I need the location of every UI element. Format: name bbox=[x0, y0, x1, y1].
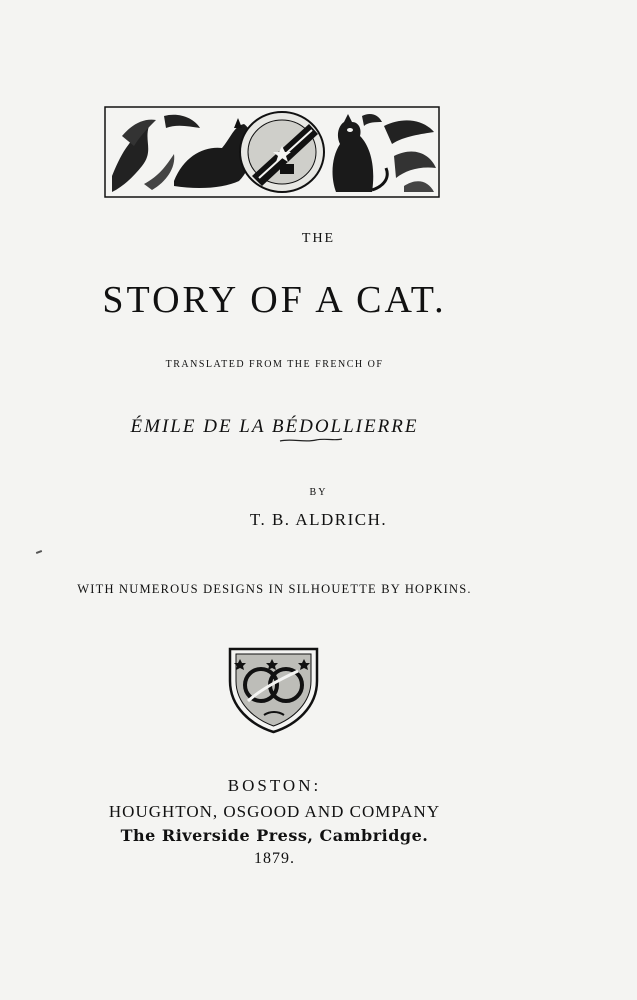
by-label: BY bbox=[309, 487, 328, 498]
title-prefix: THE bbox=[301, 231, 336, 246]
illustrations-note: WITH NUMEROUS DESIGNS IN SILHOUETTE BY HOPKINS. bbox=[77, 582, 472, 596]
ink-speck bbox=[36, 550, 42, 554]
cat-headpiece-icon bbox=[104, 106, 440, 198]
translation-note: TRANSLATED FROM THE FRENCH OF bbox=[165, 359, 384, 370]
book-title: STORY OF A CAT. bbox=[102, 279, 447, 321]
original-author: ÉMILE DE LA BÉDOLLIERRE bbox=[130, 416, 419, 437]
imprint-year: 1879. bbox=[254, 850, 295, 867]
imprint-press: The Riverside Press, Cambridge. bbox=[120, 826, 429, 845]
imprint-city: BOSTON: bbox=[227, 776, 322, 795]
imprint-publisher: HOUGHTON, OSGOOD AND COMPANY bbox=[108, 802, 441, 821]
translator-name: T. B. ALDRICH. bbox=[249, 510, 388, 529]
handwritten-underline bbox=[278, 436, 344, 444]
publisher-shield-icon bbox=[226, 641, 321, 734]
